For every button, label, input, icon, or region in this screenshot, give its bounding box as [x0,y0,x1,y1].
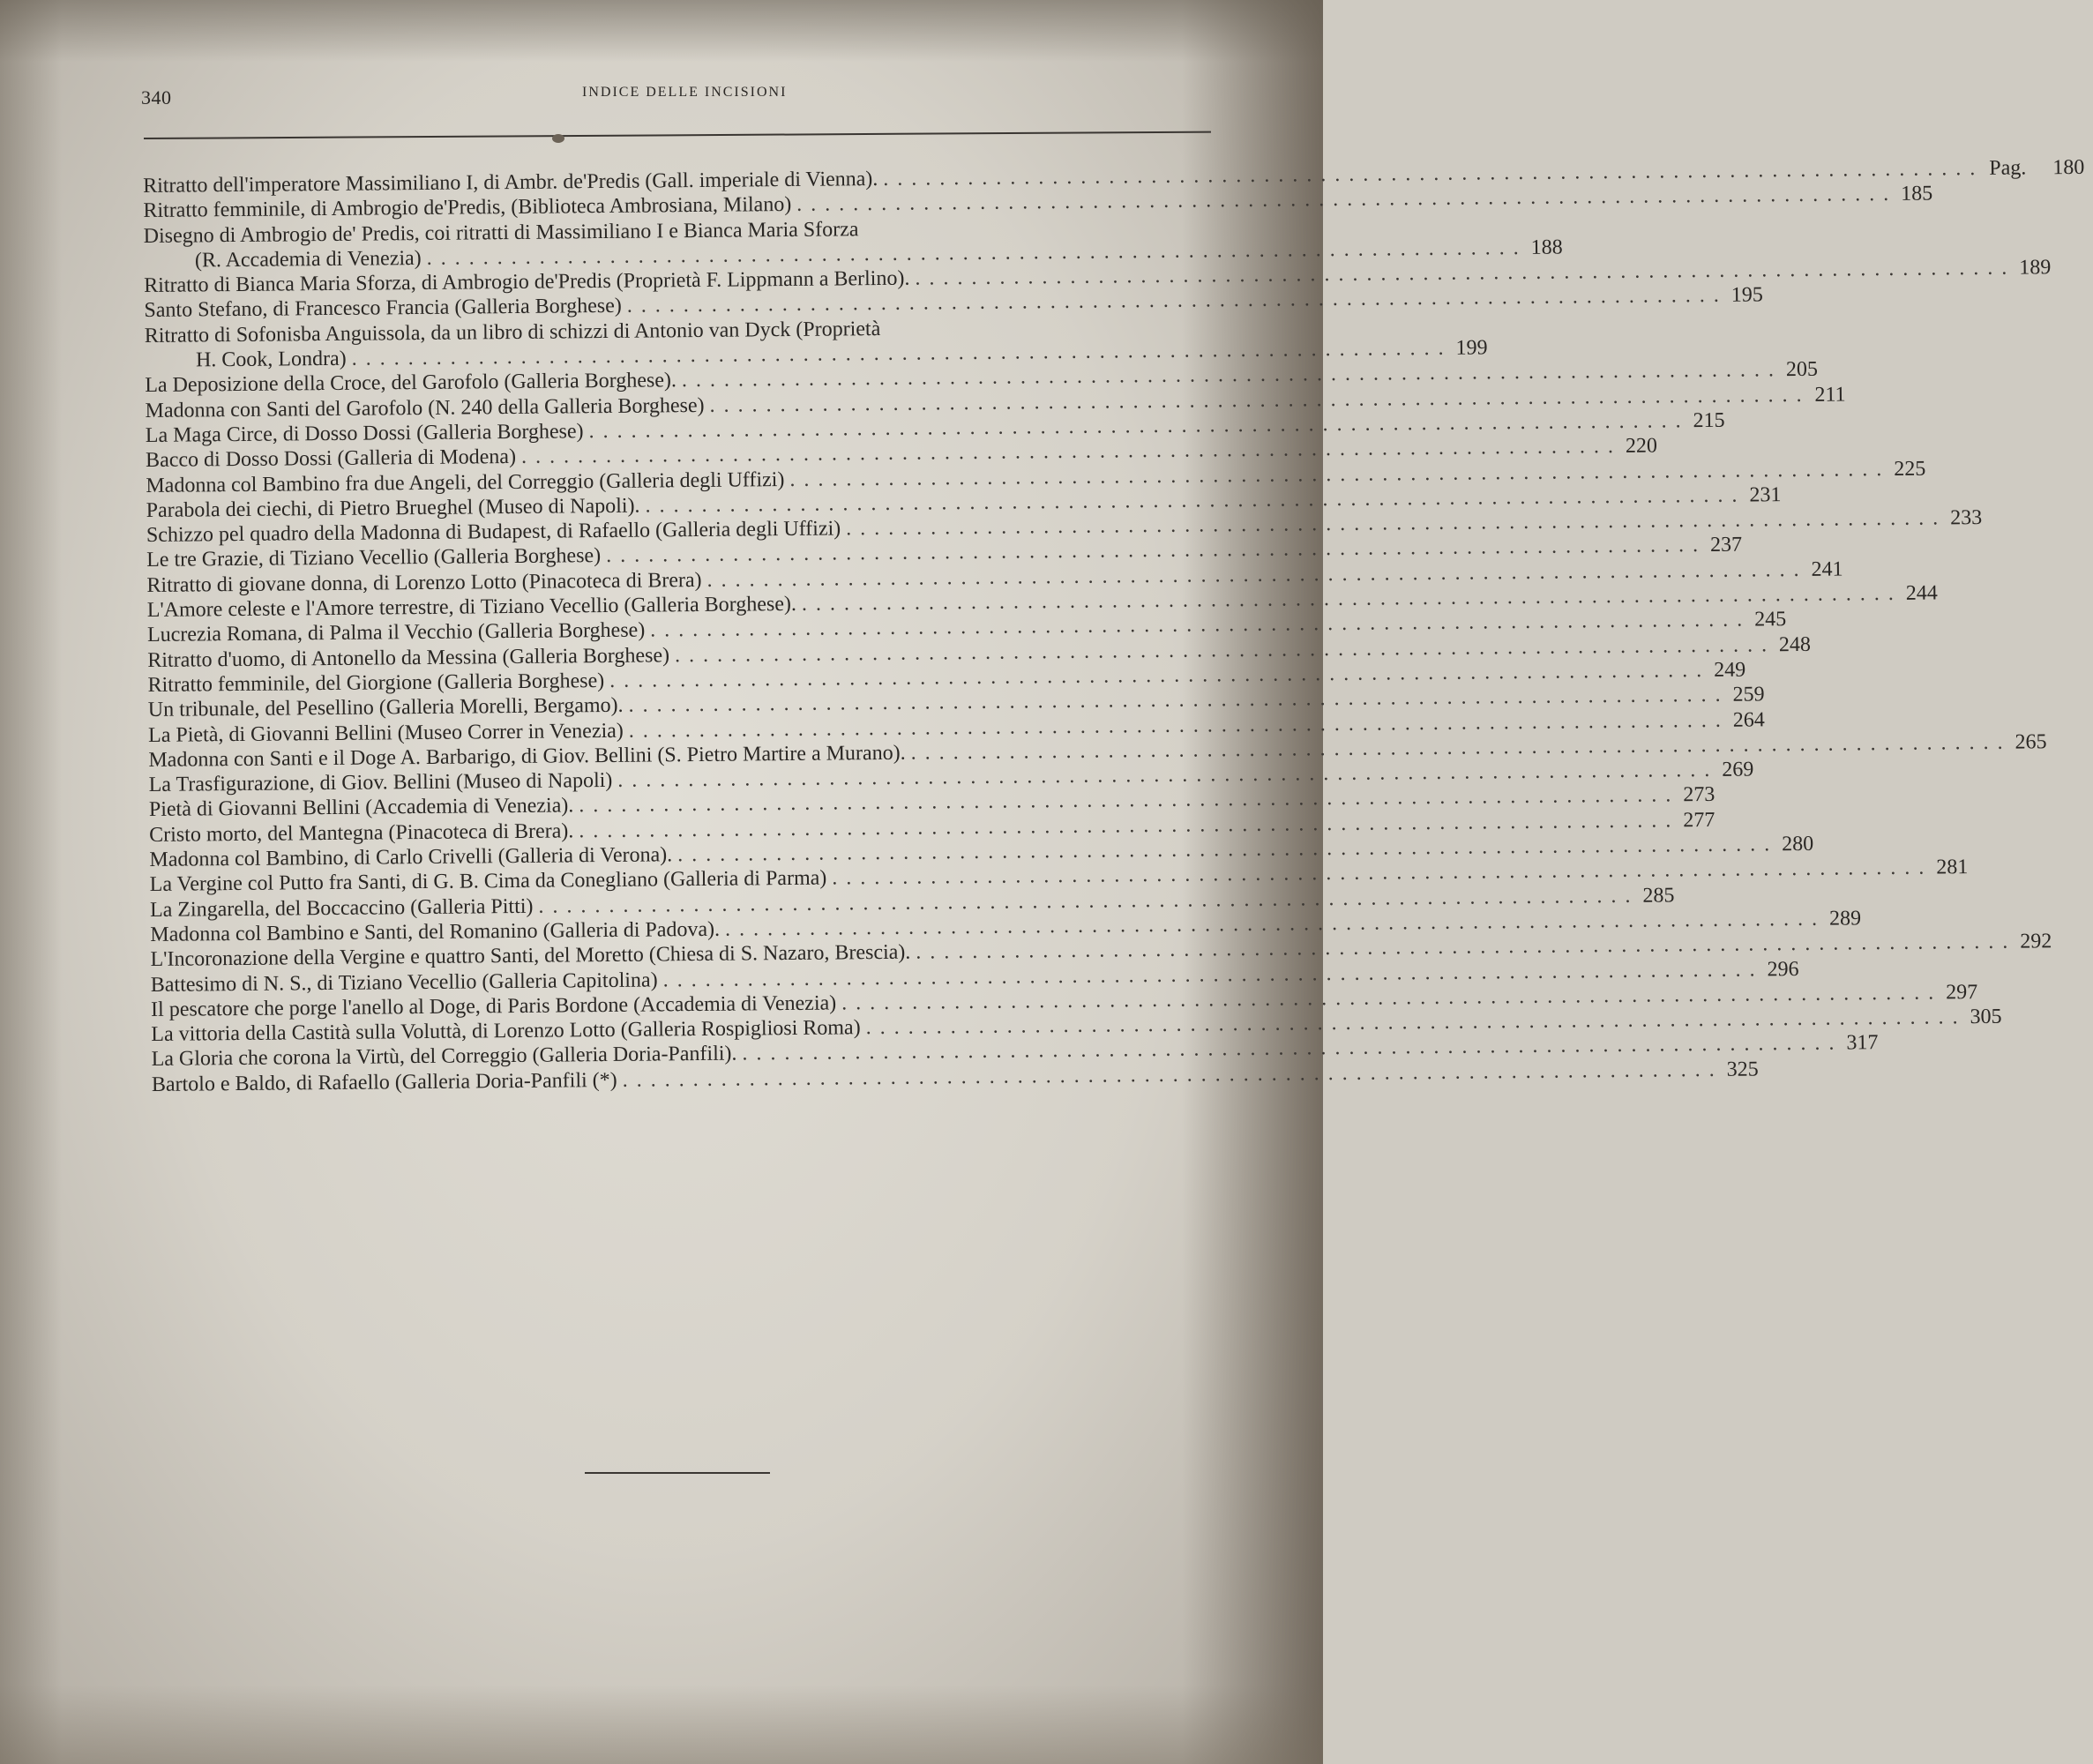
entry-title: Pietà di Giovanni Bellini (Accademia di Venezia). [148,794,574,822]
entry-page-number: 241 [1811,557,1843,581]
entry-page-number: 244 [1905,581,1938,605]
entry-page-number: 233 [1950,506,1983,530]
entry-title: Ritratto femminile, di Ambrogio de'Predis, (Biblioteca Ambrosiana, Milano) [143,193,792,223]
entry-title: La Pietà, di Giovanni Bellini (Museo Correr in Venezia) [147,719,624,747]
running-head: INDICE DELLE INCISIONI [582,85,788,100]
entry-title: Cristo morto, del Mantegna (Pinacoteca di Brera). [149,819,574,847]
header-rule [144,131,1211,139]
entry-page-number: 285 [1642,883,1675,908]
entry-page-number: 180 [2052,155,2085,180]
entry-page-number: 297 [1946,980,1978,1005]
entry-title: Bartolo e Baldo, di Rafaello (Galleria Doria-Panfili (*) [151,1068,617,1096]
entry-page-number: 273 [1683,783,1716,807]
entry-title: Madonna col Bambino, di Carlo Crivelli (Galleria di Verona). [149,843,673,871]
entry-page-number: 211 [1814,383,1846,407]
entry-page-number: 199 [1455,336,1488,360]
entry-title: Le tre Grazie, di Tiziano Vecellio (Galleria Borghese) [146,544,602,572]
entry-title: La Zingarella, del Boccaccino (Galleria Pitti) [149,894,534,922]
entry-page-number: 325 [1726,1058,1759,1081]
entry-page-number: 225 [1894,457,1926,481]
entry-page-number: 205 [1785,358,1819,382]
entry-page-number: 277 [1683,808,1716,832]
entry-page-number: 215 [1693,408,1725,433]
entry-title: Ritratto di Sofonisba Anguissola, da un libro di schizzi di Antonio van Dyck (Proprietà [144,317,881,348]
rule-ornament [552,134,564,143]
entry-title: Madonna con Santi del Garofolo (N. 240 della Galleria Borghese) [145,393,705,422]
entry-page-number: 185 [1901,182,1933,206]
entry-title: Madonna con Santi e il Doge A. Barbarigo, di Giov. Bellini (S. Pietro Martire a Murano). [148,741,906,772]
entry-title: Santo Stefano, di Francesco Francia (Galleria Borghese) [144,295,622,323]
entry-title: Ritratto di giovane donna, di Lorenzo Lotto (Pinacoteca di Brera) [146,568,702,597]
entry-title: La Maga Circe, di Dosso Dossi (Galleria Borghese) [145,420,584,447]
entry-page-number: 289 [1828,907,1862,931]
page-shadow-bottom [0,1685,1323,1764]
entry-title: Madonna col Bambino fra due Angeli, del Correggio (Galleria degli Uffizi) [146,467,785,497]
page-shadow-top [0,0,1323,62]
entry-title: Parabola dei ciechi, di Pietro Brueghel (Museo di Napoli). [146,494,640,522]
end-rule [585,1472,770,1474]
page-shadow-left [0,0,62,1764]
index-list [143,155,2085,1097]
entry-title: L'Incoronazione della Vergine e quattro Santi, del Moretto (Chiesa di S. Nazaro, Brescia). [150,940,911,972]
entry-page-number: 305 [1970,1005,2002,1029]
entry-title: Ritratto d'uomo, di Antonello da Messina (Galleria Borghese) [147,643,670,672]
entry-page-number: 265 [2015,730,2047,754]
entry-page-number: 237 [1709,534,1743,557]
entry-page-number: 269 [1722,758,1754,781]
entry-page-number: 296 [1767,957,1799,981]
entry-title: La Gloria che corona la Virtù, del Correggio (Galleria Doria-Panfili). [151,1042,737,1072]
entry-title: La Vergine col Putto fra Santi, di G. B. Cima da Conegliano (Galleria di Parma) [149,866,827,897]
entry-title: (R. Accademia di Venezia) [194,246,422,273]
entry-title: Ritratto femminile, del Giorgione (Galleria Borghese) [147,669,605,697]
page-number: 340 [141,86,172,108]
entry-page-number: 292 [2020,930,2052,953]
entry-page-number: 195 [1730,283,1763,308]
entry-page-number: 249 [1714,658,1746,682]
entry-page-number: 259 [1732,683,1765,706]
entry-page-number: 189 [2019,256,2052,280]
entry-title: Disegno di Ambrogio de' Predis, coi ritratti di Massimiliano I e Bianca Maria Sforza [143,217,859,248]
entry-title: Un tribunale, del Pesellino (Galleria Morelli, Bergamo). [147,694,624,722]
entry-page-number: 248 [1778,632,1812,656]
entry-title: H. Cook, Londra) [195,347,347,372]
entry-title: La vittoria della Castità sulla Voluttà, di Lorenzo Lotto (Galleria Rospigliosi Roma) [151,1016,861,1047]
entry-title: Madonna col Bambino e Santi, del Romanino (Galleria di Padova). [150,917,721,946]
entry-page-number: 245 [1754,608,1787,632]
entry-page-number: 188 [1530,235,1563,259]
entry-page-number: 264 [1732,707,1765,732]
pag-label: Pag. [1989,156,2027,180]
entry-title: La Trasfigurazione, di Giov. Bellini (Museo di Napoli) [148,769,613,797]
entry-page-number: 281 [1936,856,1969,879]
entry-title: Battesimo di N. S., di Tiziano Vecellio (Galleria Capitolina) [150,968,658,997]
entry-title: Il pescatore che porge l'anello al Doge, di Paris Bordone (Accademia di Venezia) [150,991,837,1021]
entry-page-number: 231 [1749,483,1782,507]
entry-page-number: 220 [1625,434,1658,459]
entry-page-number: 317 [1846,1031,1879,1055]
entry-title: Bacco di Dosso Dossi (Galleria di Modena) [145,445,517,473]
entry-title: L'Amore celeste e l'Amore terrestre, di Tiziano Vecellio (Galleria Borghese). [146,592,797,623]
entry-title: Ritratto di Bianca Maria Sforza, di Ambrogio de'Predis (Proprietà F. Lippmann a Berlino). [144,266,910,298]
entry-page-number: 280 [1782,832,1814,856]
entry-title: Lucrezia Romana, di Palma il Vecchio (Galleria Borghese) [146,618,646,647]
entry-title: La Deposizione della Croce, del Garofolo (Galleria Borghese). [145,369,677,398]
entry-title: Schizzo pel quadro della Madonna di Budapest, di Rafaello (Galleria degli Uffizi) [146,517,841,548]
entry-title: Ritratto dell'imperatore Massimiliano I, di Ambr. de'Predis (Gall. imperiale di Vienna). [143,168,878,198]
